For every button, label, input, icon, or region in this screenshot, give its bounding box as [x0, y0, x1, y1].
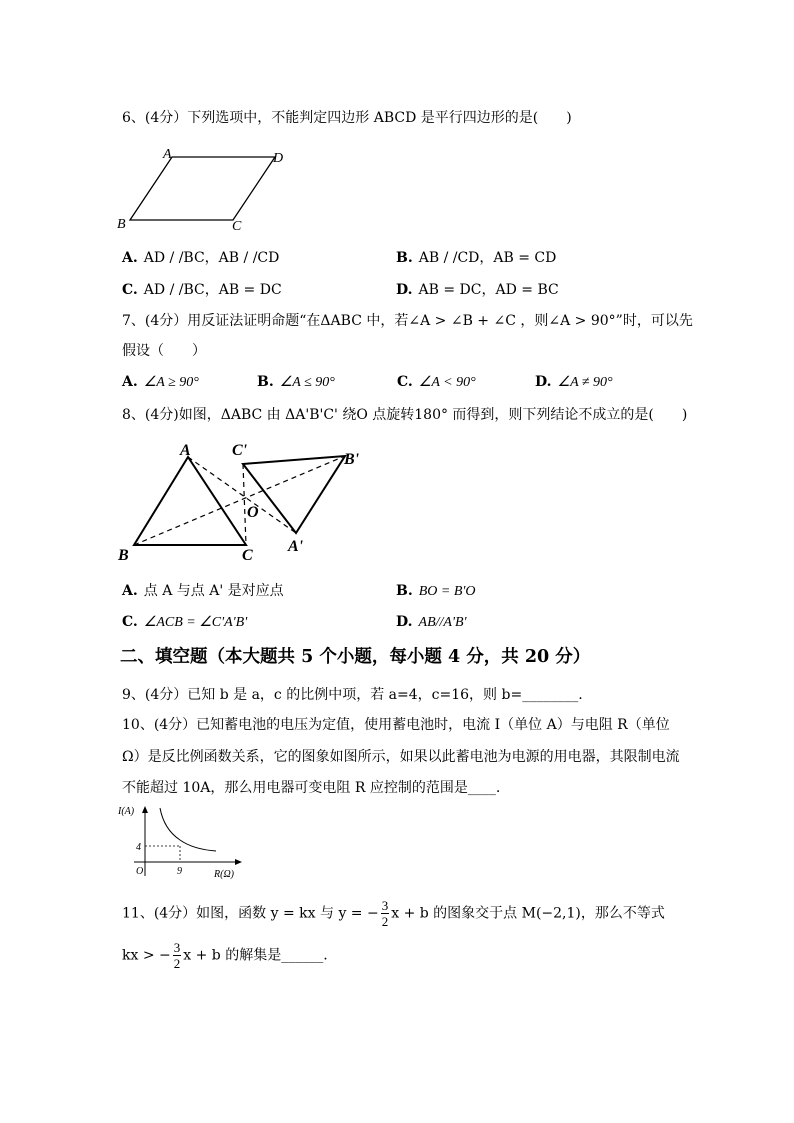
q7-option-d[interactable]: D. ∠A ≠ 90°: [535, 374, 613, 390]
q8-label-b-prime: B': [344, 451, 360, 468]
dashed-b-to-b-prime: [134, 456, 345, 545]
q8-rotation-figure: [112, 436, 372, 566]
dashed-a-to-a-prime: [188, 457, 296, 533]
q7-option-a[interactable]: A. ∠A ≥ 90°: [122, 374, 199, 390]
q11-fraction-1: $\frac{3}{2}$: [381, 898, 389, 929]
q7-stem-line2: 假设（ ）: [122, 343, 206, 359]
q8-label-b: B: [118, 547, 129, 564]
q8-stem: 8、(4分)如图，ΔABC 由 ΔA'B'C' 绕O 点旋转180° 而得到，则下列结论不成立的是( ): [122, 407, 688, 423]
dashed-c-to-c-prime: [243, 464, 246, 545]
section-2-title: 二、填空题（本大题共 5 个小题，每小题 4 分，共 20 分）: [120, 647, 591, 667]
origin-label: O: [136, 866, 144, 877]
q8-label-c-prime: C': [232, 442, 248, 459]
q10-line2: Ω）是反比例函数关系，它的图象如图所示，如果以此蓄电池为电源的用电器，其限制电流: [122, 749, 680, 765]
q6-label-d: D: [273, 151, 284, 166]
q6-label-a: A: [163, 147, 172, 162]
y-value-label: 4: [136, 842, 141, 853]
q6-option-c[interactable]: C. AD / /BC，AB = DC: [122, 282, 282, 298]
q8-option-a[interactable]: A. 点 A 与点 A' 是对应点: [122, 583, 284, 599]
q8-option-d[interactable]: D. AB//A'B': [396, 614, 467, 630]
q10-inverse-function-graph: [114, 802, 249, 884]
triangle-a-prime-b-prime-c-prime: [243, 456, 345, 533]
triangle-abc: [134, 457, 246, 545]
x-axis-arrow: [235, 859, 242, 865]
q7-stem-line1: 7、(4分）用反证法证明命题“在ΔABC 中，若∠A > ∠B + ∠C ，则∠A > 90°”时，可以先: [122, 313, 693, 329]
q8-label-o: O: [247, 504, 259, 521]
parallelogram-shape: [130, 157, 275, 220]
q8-label-a-prime: A': [288, 538, 304, 555]
q6-option-a[interactable]: A. AD / /BC，AB / /CD: [122, 250, 280, 266]
q7-option-b[interactable]: B. ∠A ≤ 90°: [257, 374, 335, 390]
q6-option-d[interactable]: D. AB = DC，AD = BC: [396, 282, 559, 298]
q9-stem: 9、(4分）已知 b 是 a，c 的比例中项，若 a=4，c=16，则 b=________.: [122, 687, 583, 703]
q11-line1: 11、(4分）如图，函数 y = kx 与 y = − $\frac{3}{2}$ x + b 的图象交于点 M(−2,1)，那么不等式: [122, 898, 665, 929]
q7-option-c[interactable]: C. ∠A < 90°: [397, 374, 476, 390]
x-value-label: 9: [177, 866, 182, 877]
q6-parallelogram-figure: [112, 142, 302, 237]
q6-label-c: C: [232, 219, 242, 234]
q6-option-b[interactable]: B. AB / /CD，AB = CD: [396, 250, 557, 266]
q11-fraction-2: $\frac{3}{2}$: [173, 940, 181, 971]
q11-line2: kx > − $\frac{3}{2}$ x + b 的解集是______.: [122, 940, 328, 971]
hyperbola-curve: [160, 808, 216, 851]
x-axis-label: R(Ω): [214, 869, 234, 880]
q8-label-c: C: [242, 547, 253, 564]
y-axis-arrow: [142, 806, 148, 813]
q8-option-b[interactable]: B. BO = B'O: [396, 583, 476, 599]
q10-line3: 不能超过 10A，那么用电器可变电阻 R 应控制的范围是____.: [122, 780, 501, 796]
q10-line1: 10、(4分）已知蓄电池的电压为定值，使用蓄电池时，电流 I（单位 A）与电阻 R（单位: [122, 717, 670, 733]
q8-option-c[interactable]: C. ∠ACB = ∠C'A'B': [122, 614, 248, 630]
q6-stem: 6、(4分）下列选项中，不能判定四边形 ABCD 是平行四边形的是( ): [122, 110, 572, 126]
q6-label-b: B: [117, 217, 126, 232]
q8-label-a: A: [180, 442, 191, 459]
y-axis-label: I(A): [118, 806, 135, 817]
